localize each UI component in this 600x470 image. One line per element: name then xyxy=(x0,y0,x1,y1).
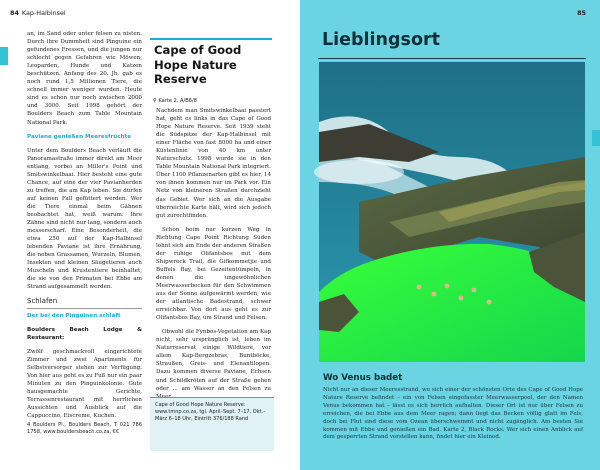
lieblingsort-title: Lieblingsort xyxy=(322,30,440,50)
right-page-number: 85 xyxy=(577,9,586,17)
cape-title: Cape of Good Hope Nature Reserve xyxy=(154,43,242,86)
cape-map-ref xyxy=(153,98,197,104)
left-page-header xyxy=(10,9,66,17)
subhead-lodging: Der bei den Pinguinen schläft xyxy=(27,312,121,319)
paragraph-reserve: Nachdem man Smitswinkelbaai passiert hat, geht es links in das Cape of Good Hope Nature Reserve. Seit 1939 steht die Südspitze der Kap-Halbinsel mit einer Fläche von fast 8000 ha und einer Küstenlinie von 40 km unter Naturschutz. 1998 wurde sie in den Table Mountain National Park integriert. Über 1100 Pflanzenarten gibt es hier, 14 von ihnen kommen nur im Park vor. Ein Netz von kleineren Straßen durchzieht das Gebiet. Wer sich an die Ausgabe überreichte Karte hält, wird sich jedoch gut zurechtfinden. xyxy=(156,108,272,219)
subhead-baboons: Paviane genießen Meeresfrüchte xyxy=(27,133,132,140)
cape-map-text: Karte 2, A/B6/8 xyxy=(158,97,197,104)
cape-heading-box xyxy=(150,38,272,102)
middle-column xyxy=(156,107,272,392)
hotel-name: Boulders Beach Lodge & Restaurant: xyxy=(27,326,142,341)
paragraph-baboons: Unter dem Boulders Beach verläuft die Panoramastraße immer direkt am Meer entlang, vorbei an Miller's Point und Smitswinkelbaai. Hier besteht eine gute Chance, auf eine der vier Pavianherden zu treffen, die am Kap leben. Sie dürfen auf keinen Fall gefüttert werden. Wer die Tiere einmal beim Gähnen beobachtet hat, weiß warum: Ihre Zähne sind nicht nur lang, sondern auch messerscharf. Eine Besonderheit, die etwa 250 auf der Kap-Halbinsel lebenden Paviane ist ihre Ernährung, die neben Grassamen, Wurzeln, Blumen, Insekten und kleinen Säugetieren auch Muscheln und Krustentiere beinhaltet, die sie von den Primaten bei Ebbe am Strand aufgesammelt werden. xyxy=(27,147,142,291)
paragraph-roads: Schon beim nur kurzen Weg in Richtung Cape Point Richtung Süden lohnt sich am Ende der anderen Straßen der ruhige Olifantsbos mit dem Shipwreck Trail, die Gifkommetjie und Buffels Bay, bei Gezeitentümpeln, in denen die ungewöhnlichen Meerwasserbecken für den Schwimmen aus der Sonne aufgewärmt werden, wie der atlantische Badestrand, schwer erreichbar. Von dort aus geht es zur Olifantsbos Bay, um Strand und Felsen. xyxy=(156,226,271,322)
photo-description: Nicht nur an dieser Meeresstrand, wo sich einer der schönsten Orte des Cape of Good Hope Nature Reserve befindet – ein von Felsen eingefasster Meerwasserpool, der den Namen Venus bekommen hat – lässt es sich herrlich aufhalten. Dieser Ort ist nur über Felsen zu erreichen, die bei Ebbe aus dem Meer ragen; dann liegt das Becken völlig glatt im Fels, doch bei Flut sind diese vom Ozean überschwemmt und nicht zugänglich. Am besten Sie kommen mit Ebbe und genießen ein Bad. Karte 2, Black Rocks. Wer sich einen Anblick auf dem gesperrten Strand vorstellen kann, findet hier ein Kleinod. xyxy=(323,387,583,441)
photo-caption: Wo Venus badet xyxy=(323,373,403,383)
hotel-address: 4 Boulders Pl., Boulders Beach, T 021 786 1758, www.bouldersbeach.co.za, €€ xyxy=(27,422,142,436)
title-rule xyxy=(318,58,586,59)
left-page-tab xyxy=(0,47,8,65)
info-box-text: Cape of Good Hope Nature Reserve: www.tmnp.co.za, tgl. April–Sept. 7–17, Okt.–März 6–18 Uhr, Eintritt 376/188 Rand xyxy=(155,402,266,423)
left-page-number: 84 xyxy=(10,9,19,17)
paragraph-penguins: an, im Sand oder unter felsen zu nisten. Durch ihre Dummheit sind Pinguine ein gefundenes Fressen, und die jungen nur schlecht gegen Gefahren wie Möwen, Leoparden, Hunde und Katzen beschützen. Anfang des 20. Jh. gab es noch rund 1,5 Millionen Tiere, die schnell immer weniger wurden. Heute sind es schon nur noch zwischen 2000 und 3000. Seit 1998 gehört der Boulders Beach zum Table Mountain National Park. xyxy=(27,31,142,126)
coast-photo-illustration xyxy=(319,62,585,362)
left-column xyxy=(27,30,142,462)
section-label-schlafen: Schlafen xyxy=(27,297,142,308)
paragraph-hotel: Zwölf geschmackvoll eingerichtete Zimmer und zwei Apartments für Selbstversorger stehen zur Verfügung. Von hier aus geht es zu Fuß nur ein paar Minuten zu den Pinguinkolonie. Gute hausgemachte Gerichte, Terrassenrestaurant mit herrlichen Aussichten und Ausblick auf die Cappuccino, Eiscreme, Kuchen. xyxy=(27,348,142,420)
left-section-title: Kap-Halbinsel xyxy=(21,9,66,17)
info-box xyxy=(150,397,274,451)
map-pin-icon: ⚲ xyxy=(153,97,157,104)
paragraph-wildlife: Obwohl die Fynbos-Vegetation am Kap nicht, sehr ursprünglich ist, leben im Naturreservat einige Wildtiere, vor allem Kap-Bergzebras, Buntböcke, Straußen, Greis- und Elenantilopen. Dazu kommen diverse Paviane, Echsen und Schildkröten auf der Straße gehen oder ... am Wasser an den Felsen zu xyxy=(156,329,271,392)
right-page-tab xyxy=(592,130,600,146)
